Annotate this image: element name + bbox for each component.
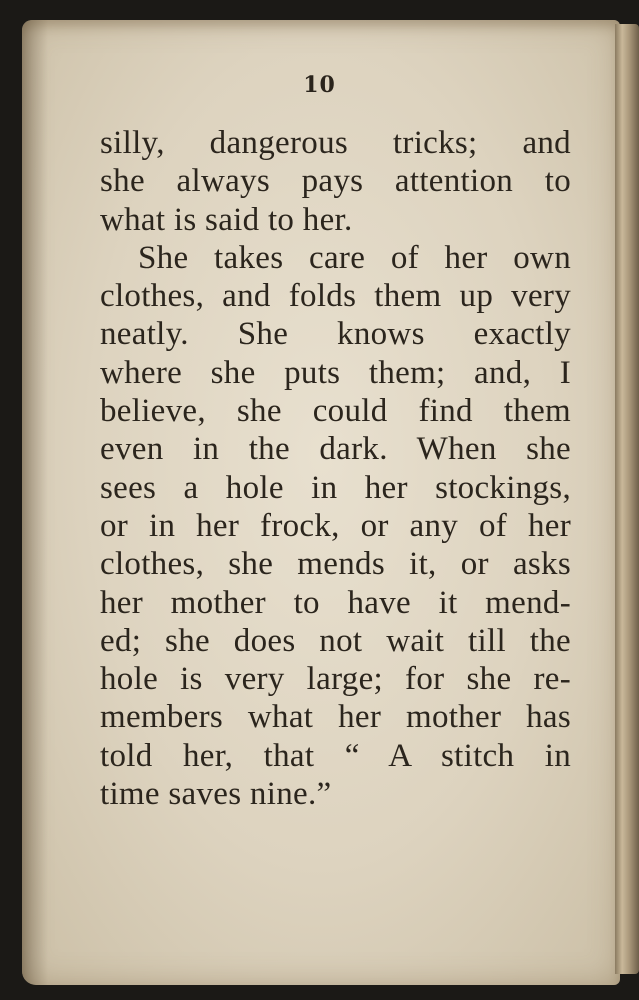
text-line: hole is very large; for she re- xyxy=(100,661,571,698)
page-edge xyxy=(615,24,639,974)
text-line: clothes, and folds them up very xyxy=(100,278,571,315)
text-line: clothes, she mends it, or asks xyxy=(100,546,571,583)
text-line: her mother to have it mend- xyxy=(100,584,571,621)
text-line: even in the dark. When she xyxy=(100,431,571,468)
page-number: 10 xyxy=(303,72,336,98)
text-line: where she puts them; and, I xyxy=(100,354,571,391)
binding-shadow xyxy=(22,20,48,985)
text-line: members what her mother has xyxy=(100,699,571,736)
body-text xyxy=(100,124,571,813)
text-line: what is said to her. xyxy=(100,201,353,238)
text-line: time saves nine.” xyxy=(100,776,332,813)
text-line: She takes care of her own xyxy=(138,239,571,276)
text-line: neatly. She knows exactly xyxy=(100,316,571,353)
text-line: or in her frock, or any of her xyxy=(100,507,571,544)
text-line: believe, she could find them xyxy=(100,393,571,430)
text-line: told her, that “ A stitch in xyxy=(100,737,571,774)
text-line: sees a hole in her stockings, xyxy=(100,469,571,506)
text-line: she always pays attention to xyxy=(100,163,571,200)
text-line: silly, dangerous tricks; and xyxy=(100,125,571,161)
text-line: ed; she does not wait till the xyxy=(100,622,571,659)
